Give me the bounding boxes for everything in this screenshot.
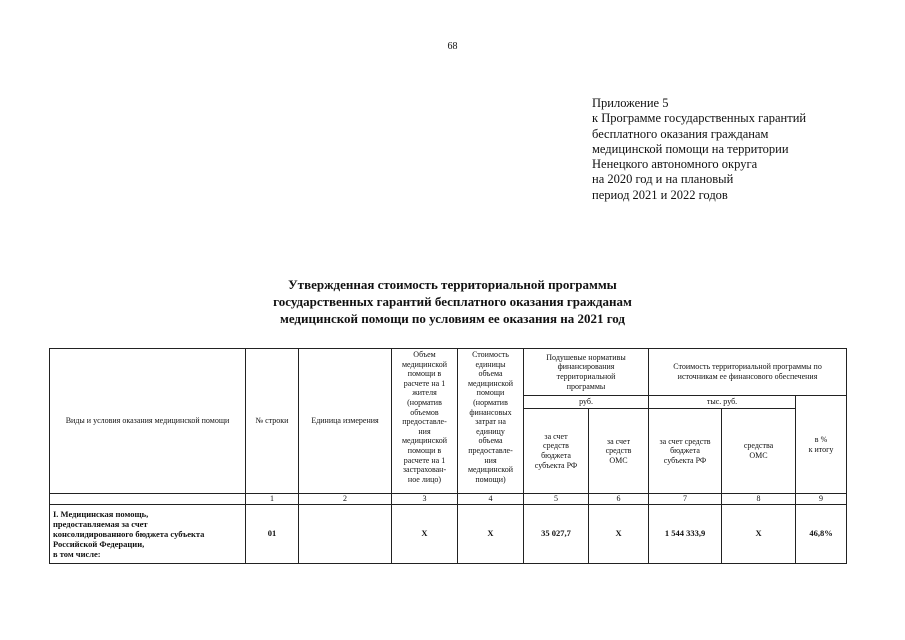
row-pct: 46,8% [796, 505, 847, 564]
header-cost: Стоимость единицы объема медицинской помощи (норматив финансовых затрат на единицу объема предоставле- ния медицинской помощи) [458, 349, 524, 494]
header-pct: в % к итогу [796, 396, 847, 494]
header-oms: за счет средств ОМС [589, 409, 649, 494]
appendix-line: Приложение 5 [592, 96, 669, 110]
column-number: 2 [299, 494, 392, 505]
row-budget-rf: 35 027,7 [524, 505, 589, 564]
column-number: 4 [458, 494, 524, 505]
row-number: 01 [246, 505, 299, 564]
appendix-line: период 2021 и 2022 годов [592, 187, 728, 202]
column-number [50, 494, 246, 505]
column-number: 1 [246, 494, 299, 505]
row-volume: X [392, 505, 458, 564]
appendix-line: бесплатного оказания гражданам [592, 126, 769, 141]
row-oms: X [589, 505, 649, 564]
appendix-line: медицинской помощи на территории [592, 141, 789, 156]
appendix-line: Ненецкого автономного округа [592, 157, 758, 172]
page-number: 68 [447, 41, 458, 52]
appendix-note [592, 96, 806, 203]
header-volume: Объем медицинской помощи в расчете на 1 жителя (норматив объемов предоставле- ния медицинской помощи в расчете на 1 застрахован- ное лицо) [392, 349, 458, 494]
title-line: медицинской помощи по условиям ее оказания на 2021 год [279, 311, 626, 326]
column-number: 3 [392, 494, 458, 505]
row-unit [299, 505, 392, 564]
header-oms-2: средства ОМС [722, 409, 796, 494]
row-budget-rf-2: 1 544 333,9 [649, 505, 722, 564]
column-numbers-row [50, 494, 847, 505]
row-cost: X [458, 505, 524, 564]
header-thous-rub: тыс. руб. [649, 396, 796, 409]
header-rub: руб. [524, 396, 649, 409]
column-number: 5 [524, 494, 589, 505]
column-number: 7 [649, 494, 722, 505]
header-budget-rf: за счет средств бюджета субъекта РФ [524, 409, 589, 494]
column-number: 9 [796, 494, 847, 505]
appendix-line: на 2020 год и на плановый [592, 172, 734, 187]
row-label: I. Медицинская помощь, предоставляемая за счет консолидированного бюджета субъекта Российской Федерации, в том числе: [50, 505, 246, 564]
document-title [0, 276, 905, 327]
header-budget-rf-2: за счет средств бюджета субъекта РФ [649, 409, 722, 494]
title-line: Утвержденная стоимость территориальной программы [288, 277, 617, 292]
cost-table [49, 348, 847, 564]
header-unit: Единица измерения [299, 349, 392, 494]
header-row-no: № строки [246, 349, 299, 494]
header-types: Виды и условия оказания медицинской помощи [50, 349, 246, 494]
row-oms-2: X [722, 505, 796, 564]
header-program-cost: Стоимость территориальной программы по источникам ее финансового обеспечения [649, 349, 847, 396]
appendix-line: к Программе государственных гарантий [592, 111, 807, 126]
table-row [50, 505, 847, 564]
column-number: 6 [589, 494, 649, 505]
column-number: 8 [722, 494, 796, 505]
header-per-capita: Подушевые нормативы финансирования территориальной программы [524, 349, 649, 396]
title-line: государственных гарантий бесплатного оказания гражданам [273, 294, 632, 309]
